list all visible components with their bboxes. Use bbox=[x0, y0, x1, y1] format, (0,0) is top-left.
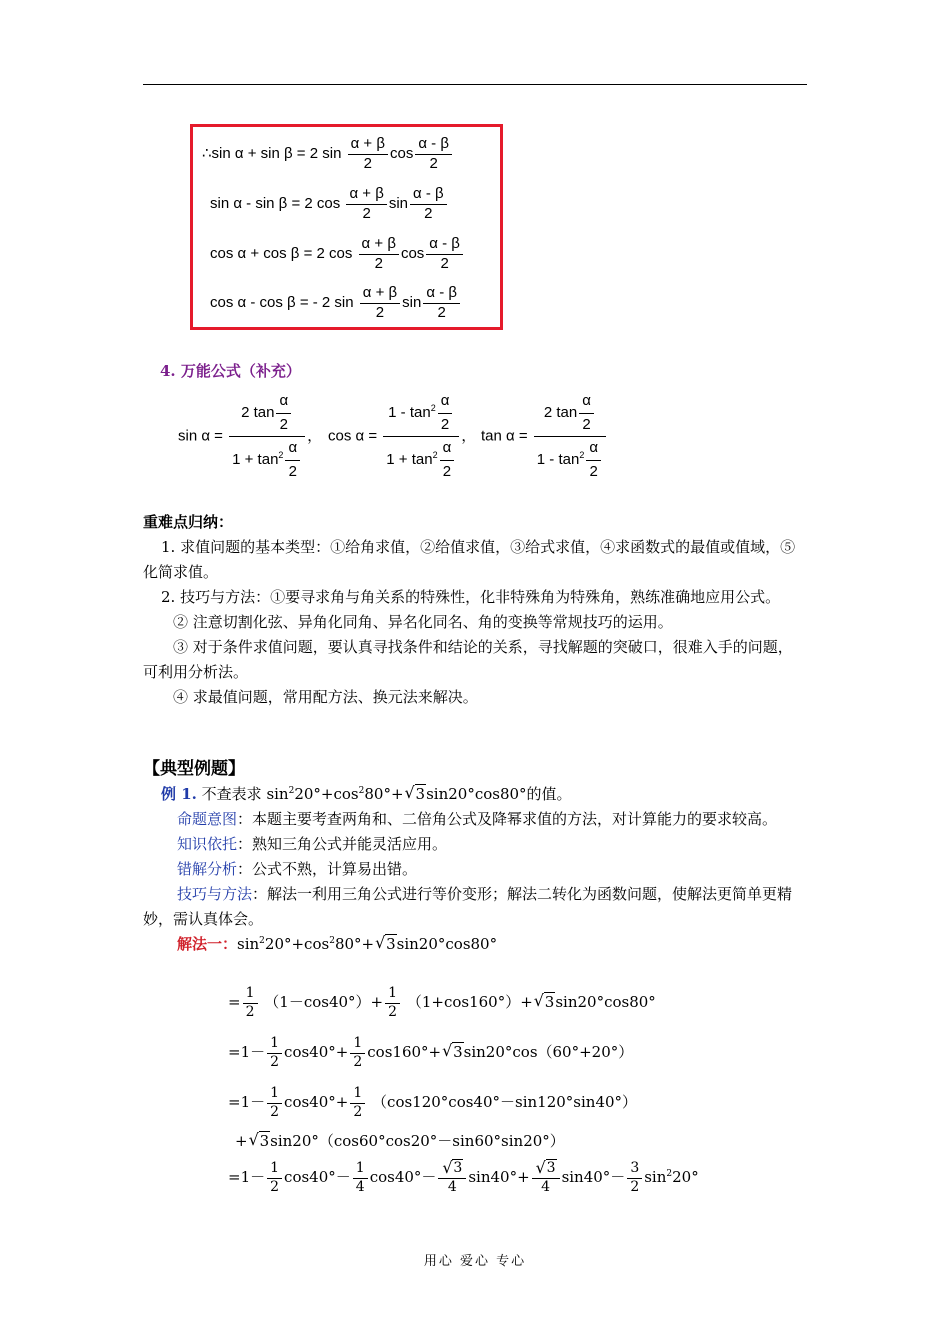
summary-p5: ④ 求最值问题，常用配方法、换元法来解决。 bbox=[173, 688, 478, 706]
example-1: 例 1. 不查表求 $\sin^220^\circ+\cos^280^\circ+√$ 3sin20°cos80°的值。 bbox=[143, 782, 807, 807]
fraction: 2 tan $\frac{\alpha}{2}$ $1 - \tan^2$ $\frac{\alpha}{2}$ bbox=[534, 390, 606, 483]
solution-1-line: 解法一：$\sin^220^\circ+\cos^280^\circ+√$ 3sin20°cos80° bbox=[143, 932, 807, 957]
universal-cos-formula: cos α = $1 - \tan^2$ $\frac{\alpha}{2}$ $1 + \tan^2$ $\frac{\alpha}{2}$ ， bbox=[328, 390, 476, 483]
summary-p3: ② 注意切割化弦、异角化同角、异名化同名、角的变换等常规技巧的运用。 bbox=[173, 613, 673, 631]
intent-paragraph: 命题意图：本题主要考查两角和、二倍角公式及降幂求值的方法，对计算能力的要求较高。 bbox=[177, 810, 778, 828]
skill-paragraph: 技巧与方法：解法一利用三角公式进行等价变形；解法二转化为函数问题，使解法更简单更精妙，需认真体会。 bbox=[143, 885, 793, 928]
summary-p1: 1. 求值问题的基本类型：①给角求值，②给值求值，③给式求值，④求函数式的最值或值域，⑤化简求值。 bbox=[143, 538, 796, 581]
formula-line-1: ∴sin α + sin β = 2 sin $\frac{\alpha + \beta}{2}$ cos $\frac{\alpha - \beta}{2}$ bbox=[202, 135, 454, 174]
examples-section bbox=[143, 757, 807, 957]
derivation-step-4: +√ 3sin20°（cos60°cos20°－sin60°sin20°） bbox=[235, 1130, 565, 1151]
universal-sin-formula: sin α = 2 tan $\frac{\alpha}{2}$ $1 + \tan^2$ $\frac{\alpha}{2}$ ， bbox=[178, 390, 322, 483]
example-1-label: 例 1. bbox=[161, 785, 197, 803]
fraction: 2 tan $\frac{\alpha}{2}$ $1 + \tan^2$ $\frac{\alpha}{2}$ bbox=[229, 390, 305, 483]
formula-line-2: sin α - sin β = 2 cos $\frac{\alpha + \beta}{2}$ sin $\frac{\alpha - \beta}{2}$ bbox=[210, 185, 449, 224]
fraction: $\frac{\alpha - \beta}{2}$ bbox=[423, 284, 460, 323]
therefore-symbol: ∴ bbox=[202, 145, 212, 163]
derivation-step-5: =1－ $\frac{1}{2}$ cos40°－ $\frac{1}{4}$ cos40°－ √ $\frac{3}{4}$ sin40°+ √ $\frac{3}{4}$ sin40°－ $\frac{3}{2}$ $\sin^220^\circ$ bbox=[228, 1160, 699, 1196]
section-4-title: 4. 万能公式（补充） bbox=[160, 362, 301, 380]
fraction: $\frac{\alpha - \beta}{2}$ bbox=[410, 185, 447, 224]
basis-paragraph: 知识依托：熟知三角公式并能灵活应用。 bbox=[177, 835, 448, 853]
derivation-step-2: =1－ $\frac{1}{2}$ cos40°+ $\frac{1}{2}$ cos160°+√ 3sin20°cos（60°+20°） bbox=[228, 1035, 633, 1071]
summary-p2: 2. 技巧与方法：①要寻求角与角关系的特殊性，化非特殊角为特殊角，熟练准确地应用公式。 bbox=[161, 588, 781, 606]
derivation-step-3: =1－ $\frac{1}{2}$ cos40°+ $\frac{1}{2}$ （cos120°cos40°－sin120°sin40°） bbox=[228, 1085, 638, 1120]
examples-heading: 【典型例题】 bbox=[143, 759, 245, 779]
derivation-step-1: = $\frac{1}{2}$ （1－cos40°）+ $\frac{1}{2}$ （1+cos160°）+√ 3sin20°cos80° bbox=[228, 985, 656, 1021]
fraction: $\frac{\alpha - \beta}{2}$ bbox=[415, 135, 452, 174]
sqrt-symbol: √ 3 bbox=[406, 782, 427, 807]
sqrt-symbol: √ 3 bbox=[376, 932, 397, 957]
fraction: $\frac{\alpha + \beta}{2}$ bbox=[346, 185, 386, 224]
fraction: $\frac{\alpha + \beta}{2}$ bbox=[348, 135, 388, 174]
universal-tan-formula: tan α = 2 tan $\frac{\alpha}{2}$ $1 - \tan^2$ $\frac{\alpha}{2}$ bbox=[481, 390, 608, 483]
fraction: $\frac{\alpha + \beta}{2}$ bbox=[359, 235, 399, 274]
fraction: $1 - \tan^2$ $\frac{\alpha}{2}$ $1 + \tan^2$ $\frac{\alpha}{2}$ bbox=[383, 390, 459, 483]
summary-heading: 重难点归纳： bbox=[143, 513, 234, 531]
error-paragraph: 错解分析：公式不熟，计算易出错。 bbox=[177, 860, 418, 878]
fraction: $\frac{\alpha - \beta}{2}$ bbox=[426, 235, 463, 274]
formula-line-4: cos α - cos β = - 2 sin $\frac{\alpha + \beta}{2}$ sin $\frac{\alpha - \beta}{2}$ bbox=[210, 284, 462, 323]
page-footer: 用心 爱心 专心 bbox=[423, 1254, 527, 1269]
header-rule bbox=[143, 84, 807, 85]
summary-p4: ③ 对于条件求值问题，要认真寻找条件和结论的关系，寻找解题的突破口，很难入手的问题，可利用分析法。 bbox=[143, 638, 793, 681]
summary-section bbox=[143, 510, 807, 710]
fraction: $\frac{\alpha + \beta}{2}$ bbox=[360, 284, 400, 323]
formula-line-3: cos α + cos β = 2 cos $\frac{\alpha + \beta}{2}$ cos $\frac{\alpha - \beta}{2}$ bbox=[210, 235, 465, 274]
